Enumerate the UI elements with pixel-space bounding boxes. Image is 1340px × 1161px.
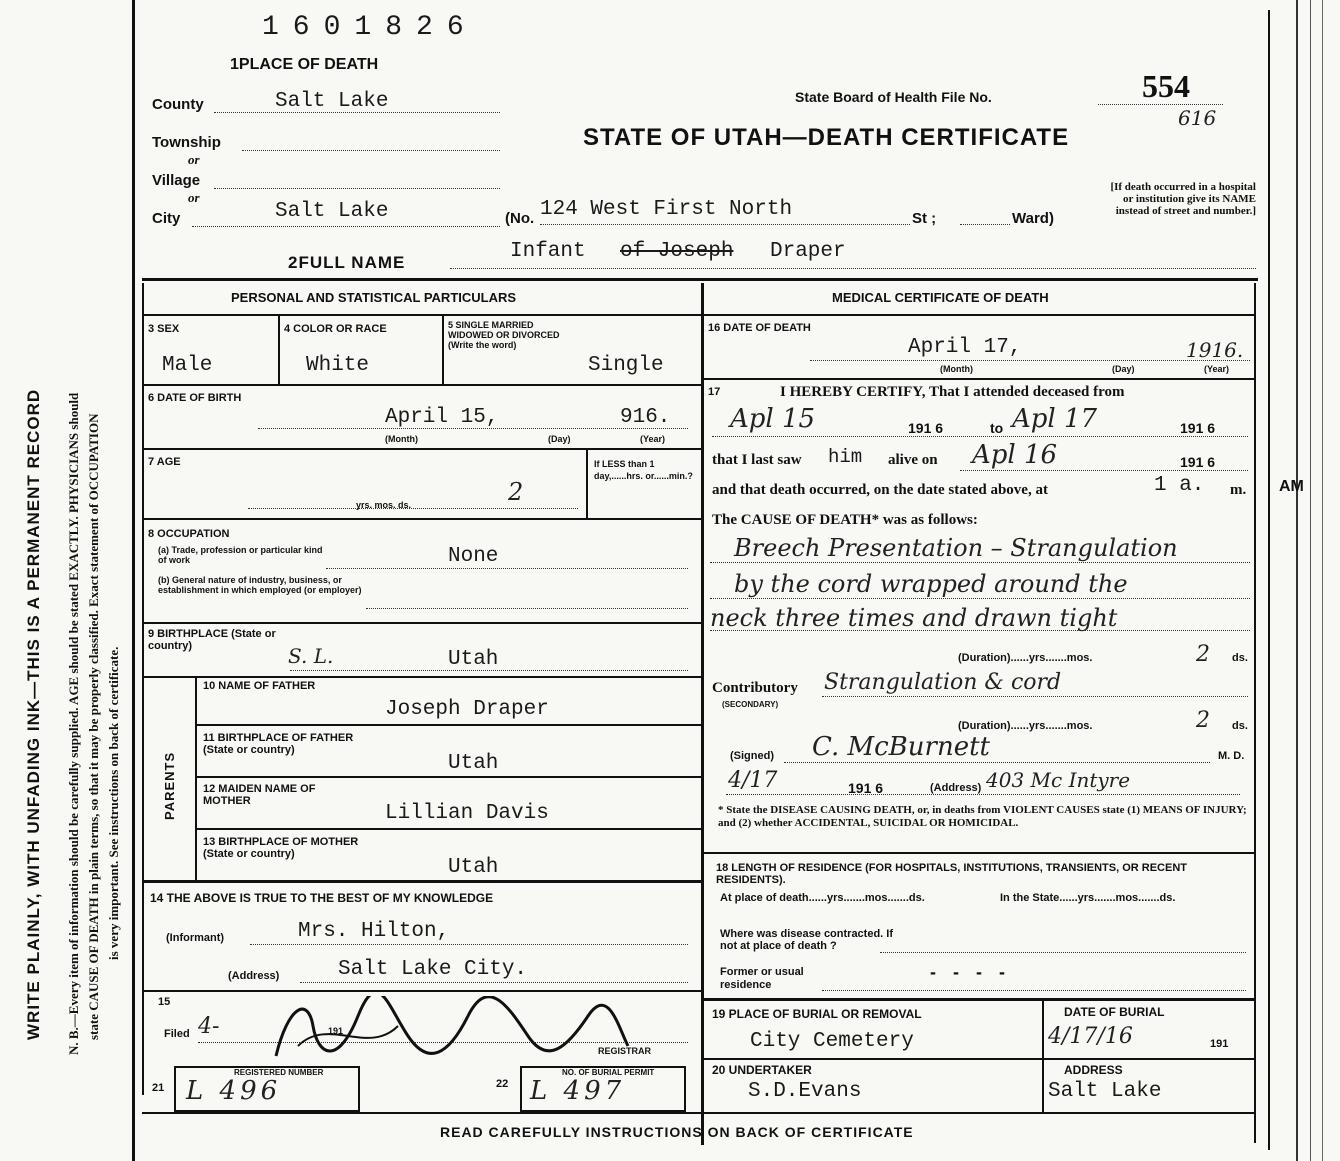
dob-value: April 15, (385, 406, 499, 429)
registrar-signature (268, 996, 638, 1066)
burial-permit-label: NO. OF BURIAL PERMIT (562, 1068, 655, 1077)
medical-heading: MEDICAL CERTIFICATE OF DEATH (832, 290, 1049, 305)
informant-address-label: (Address) (228, 970, 280, 982)
registrar-label: REGISTRAR (598, 1046, 652, 1056)
last-saw-date: Apl 16 (972, 440, 1058, 470)
reg-num-prefix: 21 (152, 1082, 165, 1094)
filed-number: 15 (158, 996, 171, 1008)
occupation-a-label: (a) Trade, profession or particular kind of work (158, 545, 323, 565)
place-of-death-heading: 1PLACE OF DEATH (230, 56, 379, 73)
burial-place-label: 19 PLACE OF BURIAL OR REMOVAL (712, 1007, 922, 1021)
duration2-value: 2 (1196, 708, 1210, 733)
occupation-label: 8 OCCUPATION (148, 528, 230, 540)
cause-line-3: neck three times and drawn tight (710, 604, 1118, 632)
burial-permit-prefix: 22 (496, 1078, 509, 1090)
city-label: City (152, 210, 181, 227)
attend-from-year: 191 6 (908, 420, 944, 436)
dob-label: 6 DATE OF BIRTH (148, 392, 242, 404)
full-name-part1: Infant (510, 240, 586, 263)
residence-heading: 18 LENGTH OF RESIDENCE (FOR HOSPITALS, INSTITUTIONS, TRANSIENTS, OR RECENT RESIDENTS). (716, 862, 1187, 886)
contributory-value: Strangulation & cord (824, 670, 1062, 695)
burial-year: 191 (1210, 1038, 1229, 1050)
sign-year: 191 6 (848, 780, 884, 796)
full-name-part2: Draper (770, 240, 846, 263)
undertaker-address-label: ADDRESS (1064, 1063, 1123, 1077)
occupation-b-label: (b) General nature of industry, business, or establishment in which employed (or employer) (158, 575, 362, 595)
footer-instructions: READ CAREFULLY INSTRUCTIONS ON BACK OF CERTIFICATE (440, 1124, 914, 1140)
undertaker-address: Salt Lake (1048, 1080, 1162, 1103)
father-name-label: 10 NAME OF FATHER (203, 680, 316, 692)
certify-number: 17 (708, 386, 721, 398)
former-residence-label: Former or usual residence (720, 966, 804, 991)
reg-num-label: REGISTERED NUMBER (234, 1068, 324, 1077)
filed-value: 4- (198, 1014, 220, 1039)
or-label-2: or (188, 190, 200, 205)
death-occurred-text: and that death occurred, on the date stated above, at (712, 482, 1048, 498)
st-label: St ; (912, 210, 937, 227)
county-value: Salt Lake (275, 90, 389, 113)
age-label: 7 AGE (148, 456, 181, 468)
dod-value: April 17, (908, 336, 1022, 359)
birthplace-label: 9 BIRTHPLACE (State or country) (148, 628, 276, 652)
death-time: 1 a. (1154, 474, 1205, 497)
cause-line-1: Breech Presentation – Strangulation (734, 534, 1178, 562)
sidebar-line-2: state CAUSE OF DEATH in plain terms, so that it may be properly classified. Exact statement of OCCUPATION (86, 413, 101, 1040)
informant-value: Mrs. Hilton, (298, 920, 450, 943)
last-saw-year: 191 6 (1180, 454, 1216, 470)
village-label: Village (152, 172, 201, 189)
dod-label: 16 DATE OF DEATH (708, 322, 811, 334)
father-birthplace: Utah (448, 752, 499, 775)
age-units: yrs. mos. ds. (356, 500, 412, 510)
contributory-label: Contributory (712, 680, 798, 696)
dod-year: 1916. (1186, 338, 1244, 362)
township-label: Township (152, 134, 221, 151)
alive-on-label: alive on (888, 452, 938, 468)
city-value: Salt Lake (275, 200, 389, 223)
m-label: m. (1230, 482, 1247, 498)
age-days: 2 (508, 478, 524, 506)
disease-contracted: Where was disease contracted. If not at place of death ? (720, 928, 894, 952)
color-label: 4 COLOR OR RACE (284, 323, 387, 335)
dod-day-label: (Day) (1112, 364, 1135, 374)
attend-to: Apl 17 (1012, 404, 1098, 434)
full-name-label: 2FULL NAME (288, 253, 406, 272)
attend-to-year: 191 6 (1180, 420, 1216, 436)
sidebar-line-3: is very important. See instructions on back of certificate. (106, 646, 121, 960)
color-value: White (306, 354, 370, 377)
in-the-state: In the State......yrs.......mos.......ds. (1000, 892, 1176, 904)
or-label-1: or (188, 152, 200, 167)
marital-label: 5 SINGLE MARRIED WIDOWED OR DIVORCED (Write the word) (448, 320, 560, 350)
duration-label: (Duration)......yrs.......mos. (958, 652, 1093, 664)
attend-from: Apl 15 (730, 404, 816, 434)
secondary-label: (SECONDARY) (722, 700, 779, 709)
duration2-label: (Duration)......yrs.......mos. (958, 720, 1093, 732)
cause-line-2: by the cord wrapped around the (734, 570, 1128, 598)
undertaker-value: S.D.Evans (748, 1080, 862, 1103)
certify-text: I HEREBY CERTIFY, That I attended deceased from (780, 384, 1125, 400)
margin-mark: AM (1279, 478, 1304, 495)
hospital-note: [If death occurred in a hospital or institution give its NAME instead of street and number.] (1110, 181, 1256, 217)
signed-label: (Signed) (730, 750, 774, 762)
at-place-of-death: At place of death......yrs.......mos.......ds. (720, 892, 925, 904)
ds-label: ds. (1232, 652, 1248, 664)
burial-place: City Cemetery (750, 1030, 914, 1053)
informant-address: Salt Lake City. (338, 958, 528, 981)
sign-date: 4/17 (728, 768, 778, 793)
burial-date: 4/17/16 (1048, 1024, 1133, 1049)
sex-label: 3 SEX (148, 323, 180, 335)
footnote: * State the DISEASE CAUSING DEATH, or, in deaths from VIOLENT CAUSES state (1) MEANS OF INJURY; and (2) whether ACCIDENTAL, SUICIDAL OR HOMICIDAL. (718, 804, 1247, 829)
mother-birthplace-label: 13 BIRTHPLACE OF MOTHER (State or country) (203, 836, 359, 860)
reg-num: L 496 (186, 1076, 282, 1106)
sign-address-label: (Address) (930, 782, 982, 794)
duration-value: 2 (1196, 642, 1210, 667)
street-value: 124 West First North (540, 198, 793, 221)
dod-year-label: (Year) (1204, 364, 1230, 374)
father-name: Joseph Draper (385, 698, 549, 721)
birthplace-note: S. L. (288, 644, 334, 668)
file-no-annotation: 616 (1178, 106, 1217, 130)
sign-address: 403 Mc Intyre (986, 768, 1131, 792)
personal-heading: PERSONAL AND STATISTICAL PARTICULARS (231, 290, 517, 305)
street-no-label: (No. (505, 210, 535, 227)
mother-name-label: 12 MAIDEN NAME OF MOTHER (203, 783, 316, 807)
sidebar-line-1: N. B.—Every item of information should be carefully supplied. AGE should be stated EXACTLY. PHYSICIANS should (66, 392, 81, 1055)
parents-label: PARENTS (162, 751, 177, 820)
filed-year: 191 (328, 1026, 344, 1036)
marital-value: Single (588, 354, 664, 377)
ward-label: Ward) (1012, 210, 1054, 227)
informant-heading: 14 THE ABOVE IS TRUE TO THE BEST OF MY KNOWLEDGE (150, 891, 494, 905)
last-saw-text: that I last saw (712, 452, 802, 468)
informant-label: (Informant) (166, 932, 225, 944)
sex-value: Male (162, 354, 213, 377)
mother-birthplace: Utah (448, 856, 499, 879)
burial-date-label: DATE OF BURIAL (1064, 1005, 1165, 1019)
file-no-value: 554 (1142, 68, 1190, 104)
him-value: him (828, 446, 863, 468)
serial-number: 1601826 (262, 12, 478, 43)
dob-month-label: (Month) (385, 434, 418, 444)
father-birthplace-label: 11 BIRTHPLACE OF FATHER (State or country) (203, 732, 354, 756)
dod-month-label: (Month) (940, 364, 973, 374)
full-name-struck: of Joseph (620, 240, 734, 263)
mother-name: Lillian Davis (385, 802, 549, 825)
burial-permit: L 497 (530, 1076, 626, 1106)
less-than-day: If LESS than 1 day,......hrs. or......min.? (594, 459, 693, 481)
dob-day-label: (Day) (548, 434, 571, 444)
ds2-label: ds. (1232, 720, 1248, 732)
sidebar-main-text: WRITE PLAINLY, WITH UNFADING INK—THIS IS A PERMANENT RECORD (24, 388, 43, 1040)
filed-label: Filed (164, 1028, 190, 1040)
birthplace-value: Utah (448, 648, 499, 671)
former-residence-value: - - - - (930, 962, 1011, 982)
signed-value: C. McBurnett (812, 732, 990, 762)
cause-label: The CAUSE OF DEATH* was as follows: (712, 512, 978, 528)
dob-year-label: (Year) (640, 434, 666, 444)
file-no-label: State Board of Health File No. (795, 89, 992, 105)
to-label: to (990, 420, 1004, 436)
certificate-title: STATE OF UTAH—DEATH CERTIFICATE (583, 124, 1070, 151)
occupation-value: None (448, 545, 499, 568)
dob-year: 916. (620, 406, 671, 429)
md-label: M. D. (1218, 750, 1245, 762)
county-label: County (152, 96, 204, 113)
undertaker-label: 20 UNDERTAKER (712, 1063, 812, 1077)
